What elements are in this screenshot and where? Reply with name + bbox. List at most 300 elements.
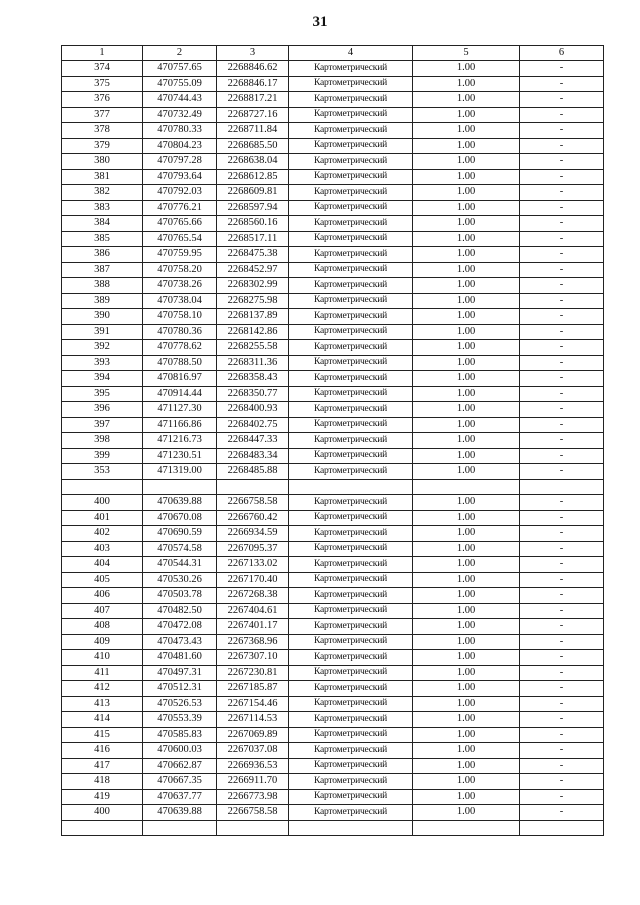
- table-cell: 2268350.77: [217, 386, 289, 402]
- table-cell: -: [520, 650, 604, 666]
- column-header: 3: [217, 46, 289, 61]
- column-header: 5: [413, 46, 520, 61]
- table-cell: 470503.78: [143, 588, 217, 604]
- table-cell: -: [520, 448, 604, 464]
- table-row: [62, 526, 604, 542]
- table-row: [62, 603, 604, 619]
- table-row: [62, 727, 604, 743]
- table-cell: -: [520, 572, 604, 588]
- table-cell: 471230.51: [143, 448, 217, 464]
- table-cell: Картометрический: [289, 681, 413, 697]
- table-cell: 2267170.40: [217, 572, 289, 588]
- table-cell: 470758.20: [143, 262, 217, 278]
- table-cell: -: [520, 727, 604, 743]
- table-cell: 2267368.96: [217, 634, 289, 650]
- table-cell: 375: [62, 76, 143, 92]
- table-cell: 1.00: [413, 309, 520, 325]
- table-cell: 414: [62, 712, 143, 728]
- table-cell: Картометрический: [289, 696, 413, 712]
- table-cell: 470512.31: [143, 681, 217, 697]
- table-cell: Картометрический: [289, 727, 413, 743]
- table-cell: 2268711.84: [217, 123, 289, 139]
- table-row: [62, 510, 604, 526]
- table-cell: Картометрический: [289, 417, 413, 433]
- table-cell: Картометрический: [289, 371, 413, 387]
- table-cell: 2268402.75: [217, 417, 289, 433]
- table-cell: 2268609.81: [217, 185, 289, 201]
- table-cell: Картометрический: [289, 557, 413, 573]
- table-cell: 470738.04: [143, 293, 217, 309]
- table-cell: 1.00: [413, 138, 520, 154]
- table-cell: 2267154.46: [217, 696, 289, 712]
- table-cell: 374: [62, 61, 143, 77]
- table-row: [62, 107, 604, 123]
- table-cell: -: [520, 712, 604, 728]
- table-row: [62, 169, 604, 185]
- table-cell: Картометрический: [289, 510, 413, 526]
- table-cell: -: [520, 200, 604, 216]
- table-cell: 470585.83: [143, 727, 217, 743]
- table-cell: -: [520, 386, 604, 402]
- table-cell: 2268612.85: [217, 169, 289, 185]
- table-cell: Картометрический: [289, 92, 413, 108]
- table-cell: 470758.10: [143, 309, 217, 325]
- table-cell: -: [520, 293, 604, 309]
- table-row: [62, 588, 604, 604]
- table-cell: -: [520, 681, 604, 697]
- table-cell: 378: [62, 123, 143, 139]
- table-cell: 1.00: [413, 619, 520, 635]
- table-cell: Картометрический: [289, 293, 413, 309]
- table-cell: [143, 479, 217, 495]
- table-cell: 470472.08: [143, 619, 217, 635]
- table-cell: 1.00: [413, 417, 520, 433]
- table-cell: 380: [62, 154, 143, 170]
- table-cell: -: [520, 123, 604, 139]
- table-cell: 396: [62, 402, 143, 418]
- table-cell: Картометрический: [289, 231, 413, 247]
- table-cell: Картометрический: [289, 216, 413, 232]
- table-cell: 383: [62, 200, 143, 216]
- table-cell: 1.00: [413, 681, 520, 697]
- table-row: [62, 572, 604, 588]
- table-cell: Картометрический: [289, 402, 413, 418]
- table-cell: 1.00: [413, 572, 520, 588]
- table-row: [62, 154, 604, 170]
- table-cell: 2266758.58: [217, 805, 289, 821]
- table-row: [62, 619, 604, 635]
- table-cell: -: [520, 92, 604, 108]
- table-cell: 2267185.87: [217, 681, 289, 697]
- table-cell: 2268517.11: [217, 231, 289, 247]
- table-cell: 2267404.61: [217, 603, 289, 619]
- table-cell: 2268358.43: [217, 371, 289, 387]
- table-cell: 2268255.58: [217, 340, 289, 356]
- table-cell: 471166.86: [143, 417, 217, 433]
- table-cell: 1.00: [413, 634, 520, 650]
- table-cell: 1.00: [413, 650, 520, 666]
- table-cell: 412: [62, 681, 143, 697]
- table-cell: -: [520, 433, 604, 449]
- table-cell: 2268142.86: [217, 324, 289, 340]
- table-cell: 410: [62, 650, 143, 666]
- table-cell: 470804.23: [143, 138, 217, 154]
- table-cell: Картометрический: [289, 495, 413, 511]
- table-row: [62, 123, 604, 139]
- table-row: [62, 758, 604, 774]
- table-cell: 2266936.53: [217, 758, 289, 774]
- table-cell: -: [520, 185, 604, 201]
- table-cell: -: [520, 743, 604, 759]
- table-cell: Картометрический: [289, 650, 413, 666]
- table-cell: 409: [62, 634, 143, 650]
- table-cell: 2268452.97: [217, 262, 289, 278]
- table-cell: 2268400.93: [217, 402, 289, 418]
- table-cell: 2268475.38: [217, 247, 289, 263]
- table-row: [62, 805, 604, 821]
- table-cell: 1.00: [413, 278, 520, 294]
- table-row-blank: [62, 820, 604, 835]
- table-row: [62, 324, 604, 340]
- column-header: 1: [62, 46, 143, 61]
- table-cell: Картометрический: [289, 200, 413, 216]
- table-cell: Картометрический: [289, 758, 413, 774]
- table-cell: 470639.88: [143, 495, 217, 511]
- table-cell: 470797.28: [143, 154, 217, 170]
- table-cell: 470755.09: [143, 76, 217, 92]
- table-cell: 470637.77: [143, 789, 217, 805]
- table-cell: 384: [62, 216, 143, 232]
- table-cell: 1.00: [413, 185, 520, 201]
- table-cell: Картометрический: [289, 386, 413, 402]
- table-row: [62, 61, 604, 77]
- table-cell: 2267133.02: [217, 557, 289, 573]
- table-row: [62, 557, 604, 573]
- table-cell: Картометрический: [289, 789, 413, 805]
- table-cell: 2267114.53: [217, 712, 289, 728]
- table-cell: 1.00: [413, 665, 520, 681]
- table-cell: 2268275.98: [217, 293, 289, 309]
- table-cell: 389: [62, 293, 143, 309]
- table-cell: 2266758.58: [217, 495, 289, 511]
- table-cell: 1.00: [413, 789, 520, 805]
- table-cell: -: [520, 340, 604, 356]
- table-cell: -: [520, 665, 604, 681]
- table-row: [62, 92, 604, 108]
- table-cell: 1.00: [413, 541, 520, 557]
- table-cell: Картометрический: [289, 743, 413, 759]
- table-cell: 470497.31: [143, 665, 217, 681]
- table-cell: Картометрический: [289, 309, 413, 325]
- table-cell: 407: [62, 603, 143, 619]
- table-cell: 1.00: [413, 371, 520, 387]
- table-cell: 470553.39: [143, 712, 217, 728]
- table-cell: -: [520, 371, 604, 387]
- table-cell: [217, 820, 289, 835]
- table-cell: -: [520, 154, 604, 170]
- table-cell: 382: [62, 185, 143, 201]
- table-cell: 387: [62, 262, 143, 278]
- table-cell: -: [520, 557, 604, 573]
- table-cell: 470639.88: [143, 805, 217, 821]
- table-cell: Картометрический: [289, 603, 413, 619]
- table-cell: -: [520, 634, 604, 650]
- table-row: [62, 402, 604, 418]
- table-cell: 470776.21: [143, 200, 217, 216]
- table-cell: 471319.00: [143, 464, 217, 480]
- table-cell: 401: [62, 510, 143, 526]
- table-cell: 1.00: [413, 495, 520, 511]
- table-cell: 1.00: [413, 526, 520, 542]
- column-header: 2: [143, 46, 217, 61]
- table-cell: -: [520, 789, 604, 805]
- table-cell: 398: [62, 433, 143, 449]
- table-row: [62, 216, 604, 232]
- table-cell: 2267401.17: [217, 619, 289, 635]
- table-cell: -: [520, 138, 604, 154]
- table-cell: 2267095.37: [217, 541, 289, 557]
- table-cell: 470574.58: [143, 541, 217, 557]
- table-row: [62, 138, 604, 154]
- table-cell: Картометрический: [289, 433, 413, 449]
- table-cell: [62, 820, 143, 835]
- table-cell: 470530.26: [143, 572, 217, 588]
- table-cell: 471216.73: [143, 433, 217, 449]
- table-cell: 397: [62, 417, 143, 433]
- table-cell: -: [520, 61, 604, 77]
- table-cell: 2268137.89: [217, 309, 289, 325]
- table-row: [62, 340, 604, 356]
- table-cell: 471127.30: [143, 402, 217, 418]
- table-cell: 470744.43: [143, 92, 217, 108]
- table-row: [62, 309, 604, 325]
- table-cell: 1.00: [413, 696, 520, 712]
- table-cell: 470780.36: [143, 324, 217, 340]
- table-cell: 2268302.99: [217, 278, 289, 294]
- table-cell: 2266911.70: [217, 774, 289, 790]
- table-cell: 1.00: [413, 293, 520, 309]
- table-row: [62, 634, 604, 650]
- table-cell: Картометрический: [289, 712, 413, 728]
- table-cell: -: [520, 355, 604, 371]
- table-cell: Картометрический: [289, 464, 413, 480]
- table-cell: 376: [62, 92, 143, 108]
- table-cell: -: [520, 417, 604, 433]
- table-cell: 406: [62, 588, 143, 604]
- table-cell: 2268483.34: [217, 448, 289, 464]
- table-cell: -: [520, 541, 604, 557]
- table-cell: 2268485.88: [217, 464, 289, 480]
- table-cell: 353: [62, 464, 143, 480]
- table-cell: [413, 479, 520, 495]
- table-cell: 402: [62, 526, 143, 542]
- table-cell: Картометрический: [289, 526, 413, 542]
- table-cell: 470481.60: [143, 650, 217, 666]
- table-cell: 470780.33: [143, 123, 217, 139]
- table-cell: Картометрический: [289, 665, 413, 681]
- table-cell: [143, 820, 217, 835]
- table-cell: 1.00: [413, 107, 520, 123]
- table-cell: 1.00: [413, 464, 520, 480]
- table-cell: -: [520, 805, 604, 821]
- table-cell: 1.00: [413, 92, 520, 108]
- table-cell: 1.00: [413, 588, 520, 604]
- table-row: [62, 386, 604, 402]
- table-cell: 400: [62, 805, 143, 821]
- table-cell: 2268597.94: [217, 200, 289, 216]
- table-cell: 470690.59: [143, 526, 217, 542]
- table-cell: 2268447.33: [217, 433, 289, 449]
- table-cell: 470670.08: [143, 510, 217, 526]
- table-cell: Картометрический: [289, 138, 413, 154]
- table-cell: 1.00: [413, 603, 520, 619]
- table-cell: 395: [62, 386, 143, 402]
- table-cell: 377: [62, 107, 143, 123]
- table-cell: 419: [62, 789, 143, 805]
- table-row: [62, 696, 604, 712]
- table-cell: 2267268.38: [217, 588, 289, 604]
- table-cell: 385: [62, 231, 143, 247]
- table-cell: Картометрический: [289, 247, 413, 263]
- table-cell: 386: [62, 247, 143, 263]
- table-cell: Картометрический: [289, 262, 413, 278]
- table-cell: 470765.66: [143, 216, 217, 232]
- table-cell: [289, 479, 413, 495]
- table-cell: 1.00: [413, 200, 520, 216]
- table-cell: Картометрический: [289, 185, 413, 201]
- table-cell: -: [520, 247, 604, 263]
- table-cell: Картометрический: [289, 340, 413, 356]
- table-cell: 391: [62, 324, 143, 340]
- table-cell: 405: [62, 572, 143, 588]
- table-cell: 1.00: [413, 76, 520, 92]
- table-row: [62, 774, 604, 790]
- table-cell: 470667.35: [143, 774, 217, 790]
- table-cell: [520, 820, 604, 835]
- table-cell: -: [520, 76, 604, 92]
- table-cell: 470793.64: [143, 169, 217, 185]
- table-row: [62, 200, 604, 216]
- table-row-blank: [62, 479, 604, 495]
- column-header: 6: [520, 46, 604, 61]
- coordinates-table: [61, 45, 604, 836]
- table-cell: 399: [62, 448, 143, 464]
- table-cell: 1.00: [413, 61, 520, 77]
- table-cell: 2266760.42: [217, 510, 289, 526]
- table-cell: 2266934.59: [217, 526, 289, 542]
- table-row: [62, 712, 604, 728]
- table-cell: Картометрический: [289, 541, 413, 557]
- table-cell: 470757.65: [143, 61, 217, 77]
- table-cell: -: [520, 619, 604, 635]
- table-cell: [520, 479, 604, 495]
- table-cell: 470778.62: [143, 340, 217, 356]
- table-cell: 1.00: [413, 216, 520, 232]
- table-cell: 470544.31: [143, 557, 217, 573]
- table-cell: 1.00: [413, 402, 520, 418]
- table-cell: -: [520, 324, 604, 340]
- table-cell: 470600.03: [143, 743, 217, 759]
- table-cell: 2267307.10: [217, 650, 289, 666]
- table-cell: Картометрический: [289, 76, 413, 92]
- table-row: [62, 247, 604, 263]
- page-number: 31: [312, 14, 328, 30]
- table-cell: 1.00: [413, 448, 520, 464]
- table-cell: Картометрический: [289, 634, 413, 650]
- table-cell: 2268727.16: [217, 107, 289, 123]
- table-cell: [413, 820, 520, 835]
- table-row: [62, 541, 604, 557]
- table-cell: Картометрический: [289, 448, 413, 464]
- table-row: [62, 681, 604, 697]
- table-cell: Картометрический: [289, 123, 413, 139]
- table-cell: 2268846.17: [217, 76, 289, 92]
- table-cell: 470526.53: [143, 696, 217, 712]
- table-cell: Картометрический: [289, 355, 413, 371]
- table-row: [62, 76, 604, 92]
- table-cell: 379: [62, 138, 143, 154]
- table-cell: 2268638.04: [217, 154, 289, 170]
- table-cell: 1.00: [413, 169, 520, 185]
- table-cell: 418: [62, 774, 143, 790]
- table-cell: -: [520, 169, 604, 185]
- table-cell: -: [520, 278, 604, 294]
- table-cell: 390: [62, 309, 143, 325]
- table-cell: 470732.49: [143, 107, 217, 123]
- table-cell: 2268560.16: [217, 216, 289, 232]
- table-cell: 1.00: [413, 727, 520, 743]
- table-cell: -: [520, 495, 604, 511]
- table-cell: 1.00: [413, 154, 520, 170]
- table-cell: -: [520, 309, 604, 325]
- table-cell: 470482.50: [143, 603, 217, 619]
- table-cell: -: [520, 510, 604, 526]
- table-cell: -: [520, 758, 604, 774]
- table-cell: 2268846.62: [217, 61, 289, 77]
- table-cell: 1.00: [413, 557, 520, 573]
- table-cell: [217, 479, 289, 495]
- table-row: [62, 665, 604, 681]
- table-row: [62, 278, 604, 294]
- table-cell: -: [520, 696, 604, 712]
- table-cell: 1.00: [413, 355, 520, 371]
- table-row: [62, 293, 604, 309]
- table-cell: 411: [62, 665, 143, 681]
- table-cell: Картометрический: [289, 588, 413, 604]
- table-cell: [62, 479, 143, 495]
- table-cell: Картометрический: [289, 154, 413, 170]
- table-row: [62, 433, 604, 449]
- table-cell: 470738.26: [143, 278, 217, 294]
- table-cell: 2268817.21: [217, 92, 289, 108]
- table-row: [62, 185, 604, 201]
- table-cell: 470662.87: [143, 758, 217, 774]
- table-cell: 470473.43: [143, 634, 217, 650]
- table-cell: 1.00: [413, 774, 520, 790]
- table-cell: 381: [62, 169, 143, 185]
- table-row: [62, 262, 604, 278]
- table-cell: 1.00: [413, 712, 520, 728]
- table-cell: 2267037.08: [217, 743, 289, 759]
- table-row: [62, 371, 604, 387]
- table-cell: Картометрический: [289, 774, 413, 790]
- table-cell: 470759.95: [143, 247, 217, 263]
- table-cell: 394: [62, 371, 143, 387]
- table-cell: 2267230.81: [217, 665, 289, 681]
- table-cell: 1.00: [413, 340, 520, 356]
- table-row: [62, 650, 604, 666]
- table-cell: 400: [62, 495, 143, 511]
